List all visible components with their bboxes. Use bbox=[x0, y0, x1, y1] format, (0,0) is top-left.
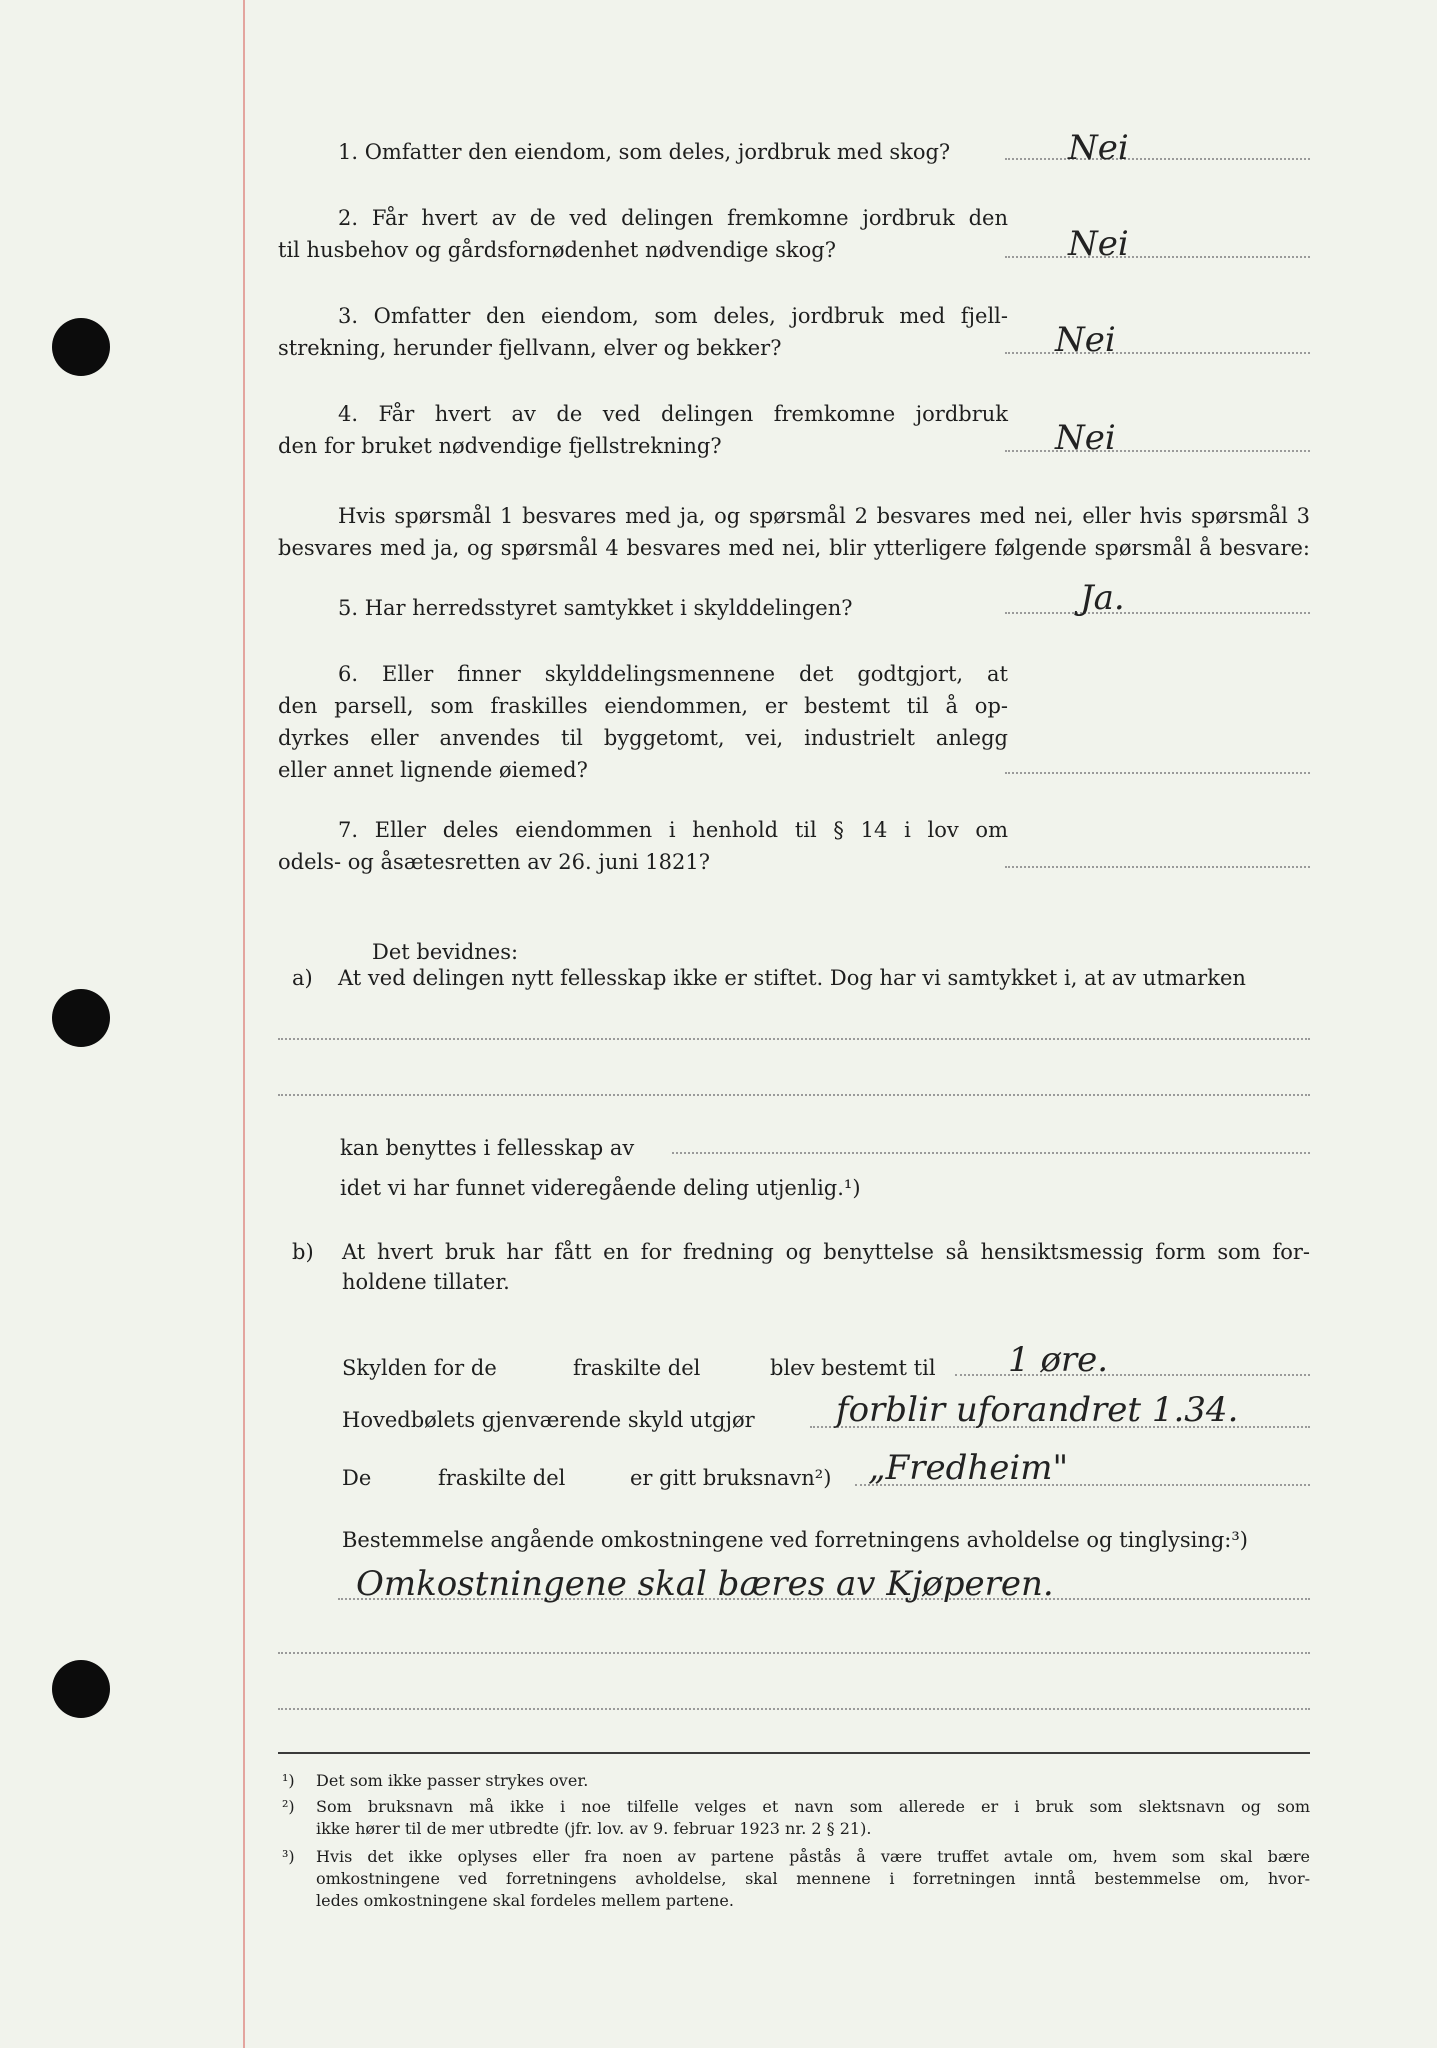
conditional-line-1: Hvis spørsmål 1 besvares med ja, og spørsmål 2 besvares med nei, eller hvis spørsmål 3 bbox=[338, 504, 1310, 528]
certification-intro: Det bevidnes: bbox=[372, 940, 519, 964]
answer-5: Ja. bbox=[1080, 578, 1125, 618]
question-2-line-2: til husbehov og gårdsfornødenhet nødvendige skog? bbox=[278, 238, 836, 262]
item-b-line-1: At hvert bruk har fått en for fredning og benyttelse så hensiktsmessig form som for- bbox=[342, 1240, 1310, 1264]
blank-line-a2 bbox=[278, 1094, 1310, 1096]
item-a-text: At ved delingen nytt fellesskap ikke er stiftet. Dog har vi samtykket i, at av utmarken bbox=[338, 966, 1246, 990]
question-1: 1. Omfatter den eiendom, som deles, jordbruk med skog? bbox=[338, 140, 951, 164]
bruksnavn-label-2: fraskilte del bbox=[438, 1466, 566, 1490]
blank-line-a1 bbox=[278, 1038, 1310, 1040]
cost-line-2 bbox=[278, 1652, 1310, 1654]
punch-hole-top bbox=[52, 318, 110, 376]
answer-line-6 bbox=[1005, 772, 1310, 774]
footnote-1-mark: ¹) bbox=[282, 1771, 295, 1790]
footnote-rule bbox=[278, 1752, 1310, 1754]
question-4-line-2: den for bruket nødvendige fjellstrekning? bbox=[278, 434, 722, 458]
cost-label: Bestemmelse angående omkostningene ved forretningens avholdelse og tinglysing:³) bbox=[342, 1528, 1248, 1552]
item-a-label: a) bbox=[292, 966, 313, 990]
punch-hole-middle bbox=[52, 989, 110, 1047]
footnote-1: Det som ikke passer strykes over. bbox=[316, 1771, 589, 1790]
shared-use-line bbox=[672, 1152, 1310, 1154]
conditional-line-2: besvares med ja, og spørsmål 4 besvares med nei, blir ytterligere følgende spørsmål å besvare: bbox=[278, 536, 1310, 560]
question-6-line-4: eller annet lignende øiemed? bbox=[278, 758, 588, 782]
shared-use-reason: idet vi har funnet videregående deling utjenlig.¹) bbox=[340, 1176, 861, 1200]
answer-2: Nei bbox=[1068, 224, 1129, 264]
answer-line-7 bbox=[1005, 866, 1310, 868]
bruksnavn-label-1: De bbox=[342, 1466, 372, 1490]
cost-line-3 bbox=[278, 1708, 1310, 1710]
item-b-label: b) bbox=[292, 1240, 314, 1264]
skyld-value: 1 øre. bbox=[1008, 1340, 1109, 1380]
hovedbol-value: forblir uforandret 1.34. bbox=[836, 1390, 1239, 1430]
bruksnavn-label-3: er gitt bruksnavn²) bbox=[630, 1466, 832, 1490]
bruksnavn-value: „Fredheim" bbox=[868, 1448, 1069, 1488]
question-5: 5. Har herredsstyret samtykket i skylddelingen? bbox=[338, 596, 853, 620]
skyld-label-2: fraskilte del bbox=[573, 1356, 701, 1380]
answer-3: Nei bbox=[1055, 320, 1116, 360]
hovedbol-label: Hovedbølets gjenværende skyld utgjør bbox=[342, 1408, 755, 1432]
question-7-line-1: 7. Eller deles eiendommen i henhold til § 14 i lov om bbox=[338, 818, 1008, 842]
footnote-2-mark: ²) bbox=[282, 1797, 295, 1816]
question-6-line-1: 6. Eller finner skylddelingsmennene det godtgjort, at bbox=[338, 662, 1008, 686]
footnote-3-line-3: ledes omkostningene skal fordeles mellem partene. bbox=[316, 1891, 734, 1910]
answer-line-3 bbox=[1005, 352, 1310, 354]
question-6-line-2: den parsell, som fraskilles eiendommen, er bestemt til å op- bbox=[278, 694, 1008, 718]
answer-line-2 bbox=[1005, 256, 1310, 258]
footnote-2-line-1: Som bruksnavn må ikke i noe tilfelle velges et navn som allerede er i bruk som slektsnavn og som bbox=[316, 1797, 1310, 1816]
footnote-2-line-2: ikke hører til de mer utbredte (jfr. lov. av 9. februar 1923 nr. 2 § 21). bbox=[316, 1819, 872, 1838]
punch-hole-bottom bbox=[52, 1660, 110, 1718]
footnote-3-line-2: omkostningene ved forretningens avholdelse, skal mennene i forretningen inntå bestemmelse om, hvor- bbox=[316, 1869, 1310, 1888]
answer-line-5 bbox=[1005, 612, 1310, 614]
answer-1: Nei bbox=[1068, 128, 1129, 168]
shared-use-label: kan benyttes i fellesskap av bbox=[340, 1136, 635, 1160]
question-6-line-3: dyrkes eller anvendes til byggetomt, vei, industrielt anlegg bbox=[278, 726, 1008, 750]
skyld-label-1: Skylden for de bbox=[342, 1356, 497, 1380]
skyld-label-3: blev bestemt til bbox=[770, 1356, 936, 1380]
margin-line bbox=[243, 0, 245, 2048]
footnote-3-line-1: Hvis det ikke oplyses eller fra noen av partene påstås å være truffet avtale om, hvem som skal bære bbox=[316, 1847, 1310, 1866]
answer-line-4 bbox=[1005, 450, 1310, 452]
cost-value: Omkostningene skal bæres av Kjøperen. bbox=[356, 1564, 1054, 1604]
question-4-line-1: 4. Får hvert av de ved delingen fremkomne jordbruk bbox=[338, 402, 1008, 426]
question-3-line-2: strekning, herunder fjellvann, elver og bekker? bbox=[278, 336, 782, 360]
answer-line-1 bbox=[1005, 158, 1310, 160]
question-3-line-1: 3. Omfatter den eiendom, som deles, jordbruk med fjell- bbox=[338, 304, 1008, 328]
footnote-3-mark: ³) bbox=[282, 1847, 295, 1866]
question-7-line-2: odels- og åsætesretten av 26. juni 1821? bbox=[278, 850, 710, 874]
answer-4: Nei bbox=[1055, 418, 1116, 458]
question-2-line-1: 2. Får hvert av de ved delingen fremkomne jordbruk den bbox=[338, 206, 1008, 230]
item-b-line-2: holdene tillater. bbox=[342, 1270, 510, 1294]
